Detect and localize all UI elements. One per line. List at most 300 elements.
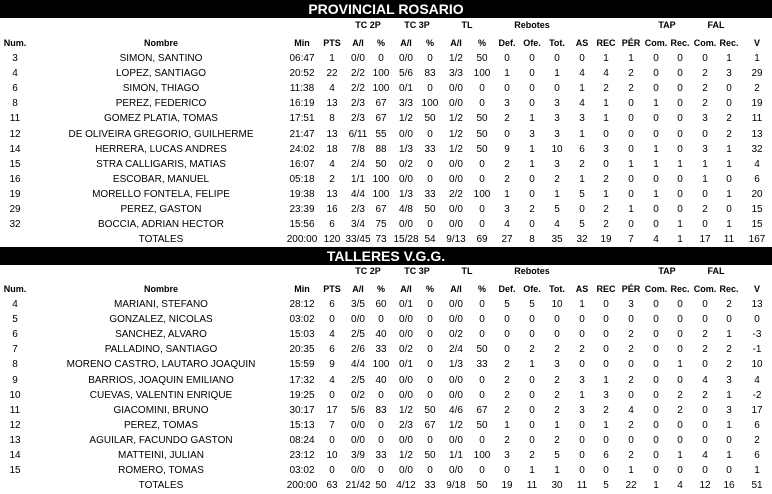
stat-cell: 1: [726, 219, 732, 231]
column-header: Rec.: [719, 38, 739, 48]
stat-cell: 08:24: [289, 434, 315, 446]
header-group-tap: TAP: [658, 20, 676, 30]
stat-cell: 0: [529, 173, 535, 185]
stat-cell: 1: [754, 53, 760, 64]
stat-cell: BOCCIA, ADRIAN HECTOR: [98, 219, 224, 231]
stat-cell: 0: [479, 465, 485, 477]
stat-cell: 1: [603, 419, 609, 431]
column-header: AS: [575, 38, 589, 48]
stat-cell: 0: [653, 344, 659, 356]
stat-cell: 1/2: [399, 404, 413, 416]
stat-cell: 12: [9, 128, 21, 140]
stat-cell: 19:25: [289, 389, 315, 401]
stat-cell: 3: [726, 374, 732, 386]
stat-cell: 0: [579, 314, 585, 326]
stat-cell: 0: [504, 465, 510, 477]
stat-cell: 06:47: [289, 53, 315, 64]
stat-cell: 0/0: [449, 83, 463, 95]
stat-cell: 9: [329, 359, 335, 371]
stat-cell: 6: [754, 173, 760, 185]
stat-cell: 0: [653, 314, 659, 326]
stat-cell: 27: [501, 234, 513, 246]
stat-cell: 100: [372, 359, 390, 371]
stat-cell: 0: [427, 53, 433, 64]
stat-cell: 0/0: [351, 419, 365, 431]
column-header: A/I: [450, 38, 462, 48]
stat-cell: 2: [504, 374, 510, 386]
player-row: [0, 373, 772, 388]
stat-cell: 18: [326, 143, 338, 155]
stat-cell: 1/2: [399, 113, 413, 125]
stat-cell: 13: [326, 128, 338, 140]
stat-cell: 0: [427, 359, 433, 371]
stat-cell: 2: [504, 389, 510, 401]
stat-cell: 2: [504, 359, 510, 371]
stat-cell: 3: [579, 404, 585, 416]
stat-cell: 3/9: [351, 450, 365, 461]
stat-cell: 0: [677, 329, 683, 341]
stat-cell: 0: [653, 329, 659, 341]
stat-cell: 0: [603, 158, 609, 170]
stat-cell: 4/8: [399, 204, 413, 215]
stat-cell: 0: [479, 314, 485, 326]
stat-cell: 0: [677, 465, 683, 477]
stat-cell: 33: [424, 188, 436, 200]
stat-cell: 30: [551, 480, 563, 492]
stat-cell: 0: [329, 314, 335, 326]
stat-cell: 2: [603, 204, 609, 215]
stat-cell: 1: [529, 158, 535, 170]
stat-cell: 19: [751, 98, 763, 110]
stat-cell: 0/0: [399, 465, 413, 477]
totals-row: [0, 232, 772, 247]
stat-cell: 0: [702, 434, 708, 446]
stat-cell: 2: [579, 344, 585, 356]
column-header: PÉR: [621, 284, 641, 294]
stat-cell: MARIANI, STEFANO: [114, 299, 208, 310]
stat-cell: 0: [653, 53, 659, 64]
stat-cell: 1: [554, 188, 560, 200]
stat-cell: 67: [476, 404, 488, 416]
stat-cell: 0: [702, 419, 708, 431]
stat-cell: 1: [677, 158, 683, 170]
stat-cell: 0: [479, 389, 485, 401]
stat-cell: 3: [554, 359, 560, 371]
stat-cell: 2/5: [351, 329, 365, 341]
stat-cell: 33: [424, 480, 436, 492]
stat-cell: 1: [702, 173, 708, 185]
player-row: [0, 388, 772, 403]
stat-cell: 0: [504, 128, 510, 140]
stat-cell: 0: [479, 204, 485, 215]
stat-cell: TOTALES: [138, 480, 184, 492]
stat-cell: 2/3: [351, 98, 365, 110]
stat-cell: 0: [329, 389, 335, 401]
stat-cell: 15:03: [289, 329, 315, 341]
stat-cell: 1: [504, 419, 510, 431]
stat-cell: 0/1: [399, 83, 413, 95]
stat-cell: 4: [12, 68, 18, 80]
stat-cell: 6/11: [348, 128, 368, 140]
stat-cell: 33/45: [345, 234, 371, 246]
stat-cell: 1: [329, 53, 335, 64]
stat-cell: 0/0: [351, 434, 365, 446]
stat-cell: 3: [12, 53, 18, 64]
stat-cell: 0: [702, 188, 708, 200]
stat-cell: 16:07: [289, 158, 315, 170]
stat-cell: 0: [677, 173, 683, 185]
column-header: Min: [294, 38, 310, 48]
stat-cell: 1/2: [449, 128, 463, 140]
stat-cell: 0/2: [449, 329, 463, 341]
stat-cell: 3: [726, 404, 732, 416]
stat-cell: 0/0: [399, 434, 413, 446]
stat-cell: 0/0: [351, 314, 365, 326]
column-header: %: [376, 38, 385, 48]
stat-cell: 0: [653, 204, 659, 215]
stat-cell: 0: [427, 173, 433, 185]
stat-cell: 33: [375, 450, 387, 461]
stat-cell: 0: [603, 359, 609, 371]
column-header: PTS: [323, 38, 341, 48]
column-header: Nombre: [143, 284, 178, 294]
stat-cell: 1: [529, 359, 535, 371]
stat-cell: 0: [479, 329, 485, 341]
column-header: V: [753, 284, 760, 294]
stat-cell: 0: [504, 314, 510, 326]
stat-cell: 0: [603, 128, 609, 140]
stat-cell: 4: [554, 219, 560, 231]
stat-cell: 120: [323, 234, 341, 246]
stat-cell: 0: [653, 299, 659, 310]
stat-cell: 100: [421, 98, 439, 110]
stat-cell: 10: [326, 450, 338, 461]
stat-cell: 50: [424, 204, 436, 215]
stat-cell: 2: [628, 344, 634, 356]
header-group-tc2p: TC 2P: [355, 266, 381, 276]
stat-cell: 1: [677, 450, 683, 461]
stat-cell: 2: [504, 434, 510, 446]
stat-cell: 1: [677, 359, 683, 371]
stat-cell: 1: [628, 465, 634, 477]
stat-cell: 0: [427, 344, 433, 356]
stat-cell: 0/2: [399, 158, 413, 170]
stat-cell: 0: [628, 389, 634, 401]
stat-cell: 2: [726, 344, 732, 356]
column-header: REC: [596, 284, 616, 294]
stat-cell: 2: [579, 158, 585, 170]
stat-cell: 1: [603, 98, 609, 110]
player-row: [0, 202, 772, 217]
stat-cell: 2: [529, 344, 535, 356]
stat-cell: 0: [677, 143, 683, 155]
stat-cell: 0: [378, 434, 384, 446]
stat-cell: 0/0: [449, 465, 463, 477]
stat-cell: 88: [375, 143, 387, 155]
player-row: [0, 187, 772, 202]
stat-cell: 4: [754, 158, 760, 170]
stat-cell: 40: [375, 329, 387, 341]
stat-cell: -3: [752, 329, 762, 341]
stat-cell: 0: [677, 188, 683, 200]
stat-cell: 0: [479, 299, 485, 310]
stat-cell: 0: [554, 53, 560, 64]
stat-cell: 0: [702, 219, 708, 231]
header-group-tc3p: TC 3P: [404, 266, 430, 276]
stat-cell: 5: [603, 480, 609, 492]
stat-cell: 0: [702, 314, 708, 326]
stat-cell: 50: [476, 419, 488, 431]
stat-cell: 3: [702, 113, 708, 125]
stat-cell: 13: [326, 98, 338, 110]
stat-cell: 0: [579, 53, 585, 64]
stat-cell: 0: [603, 465, 609, 477]
stat-cell: 20:35: [289, 344, 315, 356]
stat-cell: 1: [726, 419, 732, 431]
stat-cell: 0: [677, 314, 683, 326]
stat-cell: 03:02: [289, 314, 315, 326]
stat-cell: PEREZ, TOMAS: [123, 419, 199, 431]
stat-cell: 0: [702, 465, 708, 477]
stat-cell: 20:52: [289, 68, 315, 80]
stat-cell: 1/2: [399, 450, 413, 461]
stat-cell: 2: [754, 83, 760, 95]
stat-cell: 3/3: [399, 98, 413, 110]
stat-cell: 6: [329, 219, 335, 231]
stat-cell: 0: [479, 158, 485, 170]
column-header: Com.: [644, 38, 668, 48]
column-header: Def.: [498, 38, 516, 48]
stat-cell: 6: [754, 450, 760, 461]
stat-cell: 19:38: [289, 188, 315, 200]
stat-cell: 22: [625, 480, 637, 492]
stat-cell: 1/1: [351, 173, 365, 185]
stat-cell: 1/2: [449, 53, 463, 64]
stat-cell: 0: [579, 359, 585, 371]
stat-cell: 0: [529, 188, 535, 200]
stat-cell: 0: [628, 359, 634, 371]
team-header-away: TALLERES V.G.G.: [0, 247, 772, 265]
stat-cell: 1: [726, 158, 732, 170]
stat-cell: 83: [424, 68, 436, 80]
stat-cell: 0: [677, 374, 683, 386]
stat-cell: 3: [603, 143, 609, 155]
stat-cell: 2: [628, 419, 634, 431]
stat-cell: 19: [9, 188, 21, 200]
stat-cell: 2/4: [351, 158, 365, 170]
stat-cell: 0: [579, 434, 585, 446]
stat-cell: 11: [723, 234, 735, 246]
stat-cell: 0: [529, 314, 535, 326]
stat-cell: 0: [653, 434, 659, 446]
stat-cell: 0: [653, 219, 659, 231]
stat-cell: 4/4: [351, 188, 365, 200]
stat-cell: 6: [603, 450, 609, 461]
stat-cell: 3: [554, 158, 560, 170]
stat-cell: 0: [677, 204, 683, 215]
stat-cell: 4: [504, 219, 510, 231]
stat-cell: 2/2: [351, 68, 365, 80]
column-header: A/I: [352, 284, 364, 294]
stat-cell: 0: [653, 359, 659, 371]
stat-cell: 2: [702, 389, 708, 401]
stat-cell: 100: [372, 173, 390, 185]
stat-cell: 2: [554, 389, 560, 401]
stat-cell: 2: [702, 344, 708, 356]
stat-cell: 0/0: [399, 53, 413, 64]
stat-cell: 1/2: [449, 419, 463, 431]
stat-cell: 0: [579, 419, 585, 431]
stat-cell: 0/0: [399, 219, 413, 231]
stat-cell: 5: [554, 450, 560, 461]
stat-cell: 2: [702, 329, 708, 341]
stat-cell: 0: [677, 113, 683, 125]
stat-cell: 20: [751, 188, 763, 200]
stat-cell: 1: [653, 158, 659, 170]
stat-cell: PEREZ, FEDERICO: [115, 98, 207, 110]
stat-cell: 0/0: [351, 465, 365, 477]
stat-cell: 50: [375, 158, 387, 170]
stat-cell: 0: [529, 389, 535, 401]
column-header: %: [477, 38, 486, 48]
stat-cell: 0: [479, 434, 485, 446]
stat-cell: MORELLO FONTELA, FELIPE: [92, 188, 230, 200]
stat-cell: 0: [628, 314, 634, 326]
stat-cell: 9: [504, 143, 510, 155]
player-row: [0, 463, 772, 478]
stat-cell: 13: [326, 188, 338, 200]
column-header: Ofe.: [523, 38, 541, 48]
header-group-tl: TL: [461, 266, 473, 276]
stat-cell: 12: [699, 480, 711, 492]
stat-cell: 11: [751, 113, 763, 125]
stat-cell: 6: [12, 83, 18, 95]
stat-cell: 0: [504, 329, 510, 341]
stat-cell: 0: [603, 299, 609, 310]
player-row: [0, 127, 772, 142]
stat-cell: 13: [9, 434, 21, 446]
stat-cell: 3: [554, 128, 560, 140]
stat-cell: 2: [504, 404, 510, 416]
stat-cell: 100: [473, 188, 491, 200]
column-header: V: [753, 38, 760, 48]
stat-cell: 5/6: [399, 68, 413, 80]
stat-cell: 2: [554, 344, 560, 356]
stat-cell: 1: [504, 188, 510, 200]
stat-cell: 0/0: [449, 434, 463, 446]
stat-cell: 0: [677, 98, 683, 110]
stat-cell: 9/13: [446, 234, 466, 246]
stat-cell: 0: [628, 173, 634, 185]
stat-cell: 4: [702, 450, 708, 461]
stat-cell: 4: [12, 299, 18, 310]
stat-cell: AGUILAR, FACUNDO GASTON: [89, 434, 233, 446]
stat-cell: 0/0: [449, 389, 463, 401]
stat-cell: 0: [677, 68, 683, 80]
stat-cell: 13: [751, 128, 763, 140]
stat-cell: 40: [375, 374, 387, 386]
stat-cell: 0: [427, 389, 433, 401]
stat-cell: 50: [476, 128, 488, 140]
stat-cell: 3: [554, 98, 560, 110]
stat-cell: 0: [726, 98, 732, 110]
stat-cell: 2/5: [351, 374, 365, 386]
stat-cell: 2: [628, 374, 634, 386]
stat-cell: 0: [702, 299, 708, 310]
stat-cell: 0: [554, 314, 560, 326]
column-header: Num.: [3, 38, 27, 48]
stat-cell: 1: [677, 234, 683, 246]
stat-cell: 3: [726, 68, 732, 80]
stat-cell: 2: [603, 83, 609, 95]
stat-cell: 5/6: [351, 404, 365, 416]
table-header-row: [0, 36, 772, 51]
stat-cell: 0: [603, 434, 609, 446]
stat-cell: TOTALES: [138, 234, 184, 246]
stat-cell: 33: [424, 143, 436, 155]
stat-cell: 1: [603, 188, 609, 200]
stat-cell: 2/3: [351, 204, 365, 215]
stat-cell: 10: [9, 389, 21, 401]
stat-cell: 0: [677, 299, 683, 310]
stat-cell: 0: [554, 329, 560, 341]
stat-cell: 15/28: [393, 234, 419, 246]
stat-cell: 3: [628, 299, 634, 310]
stat-cell: 1/3: [449, 359, 463, 371]
stat-cell: 0: [329, 465, 335, 477]
stat-cell: 9/18: [446, 480, 466, 492]
stat-cell: SIMON, SANTINO: [119, 53, 203, 64]
stat-cell: 50: [476, 480, 488, 492]
stat-cell: 29: [9, 204, 21, 215]
player-row: [0, 448, 772, 463]
stat-cell: 0: [653, 68, 659, 80]
column-header: AS: [575, 284, 589, 294]
stat-cell: 0: [726, 83, 732, 95]
stat-cell: 83: [375, 404, 387, 416]
stat-cell: ESCOBAR, MANUEL: [112, 173, 210, 185]
stat-cell: 1: [726, 143, 732, 155]
stat-cell: 0: [427, 158, 433, 170]
stat-cell: 3: [702, 143, 708, 155]
stat-cell: 2: [726, 299, 732, 310]
stat-cell: 3: [504, 450, 510, 461]
stat-cell: 05:18: [289, 173, 315, 185]
stat-cell: 2: [529, 450, 535, 461]
stat-cell: 8: [529, 234, 535, 246]
stat-cell: 15:56: [289, 219, 315, 231]
stat-cell: 0: [579, 329, 585, 341]
stat-cell: 0: [653, 465, 659, 477]
stat-cell: GIACOMINI, BRUNO: [113, 404, 209, 416]
column-header: Tot.: [549, 38, 565, 48]
stat-cell: 0: [677, 53, 683, 64]
stat-cell: 24:02: [289, 143, 315, 155]
stat-cell: GONZALEZ, NICOLAS: [109, 314, 213, 326]
stat-cell: 1: [628, 204, 634, 215]
stat-cell: 100: [372, 68, 390, 80]
stat-cell: 1: [603, 53, 609, 64]
stat-cell: 0: [628, 98, 634, 110]
stat-cell: 100: [372, 188, 390, 200]
stat-cell: 7: [628, 234, 634, 246]
stat-cell: 0/1: [399, 299, 413, 310]
stat-cell: 2: [554, 374, 560, 386]
stat-cell: 6: [579, 143, 585, 155]
stat-cell: 0: [479, 219, 485, 231]
stat-cell: 0/2: [351, 389, 365, 401]
stat-cell: 0: [479, 173, 485, 185]
